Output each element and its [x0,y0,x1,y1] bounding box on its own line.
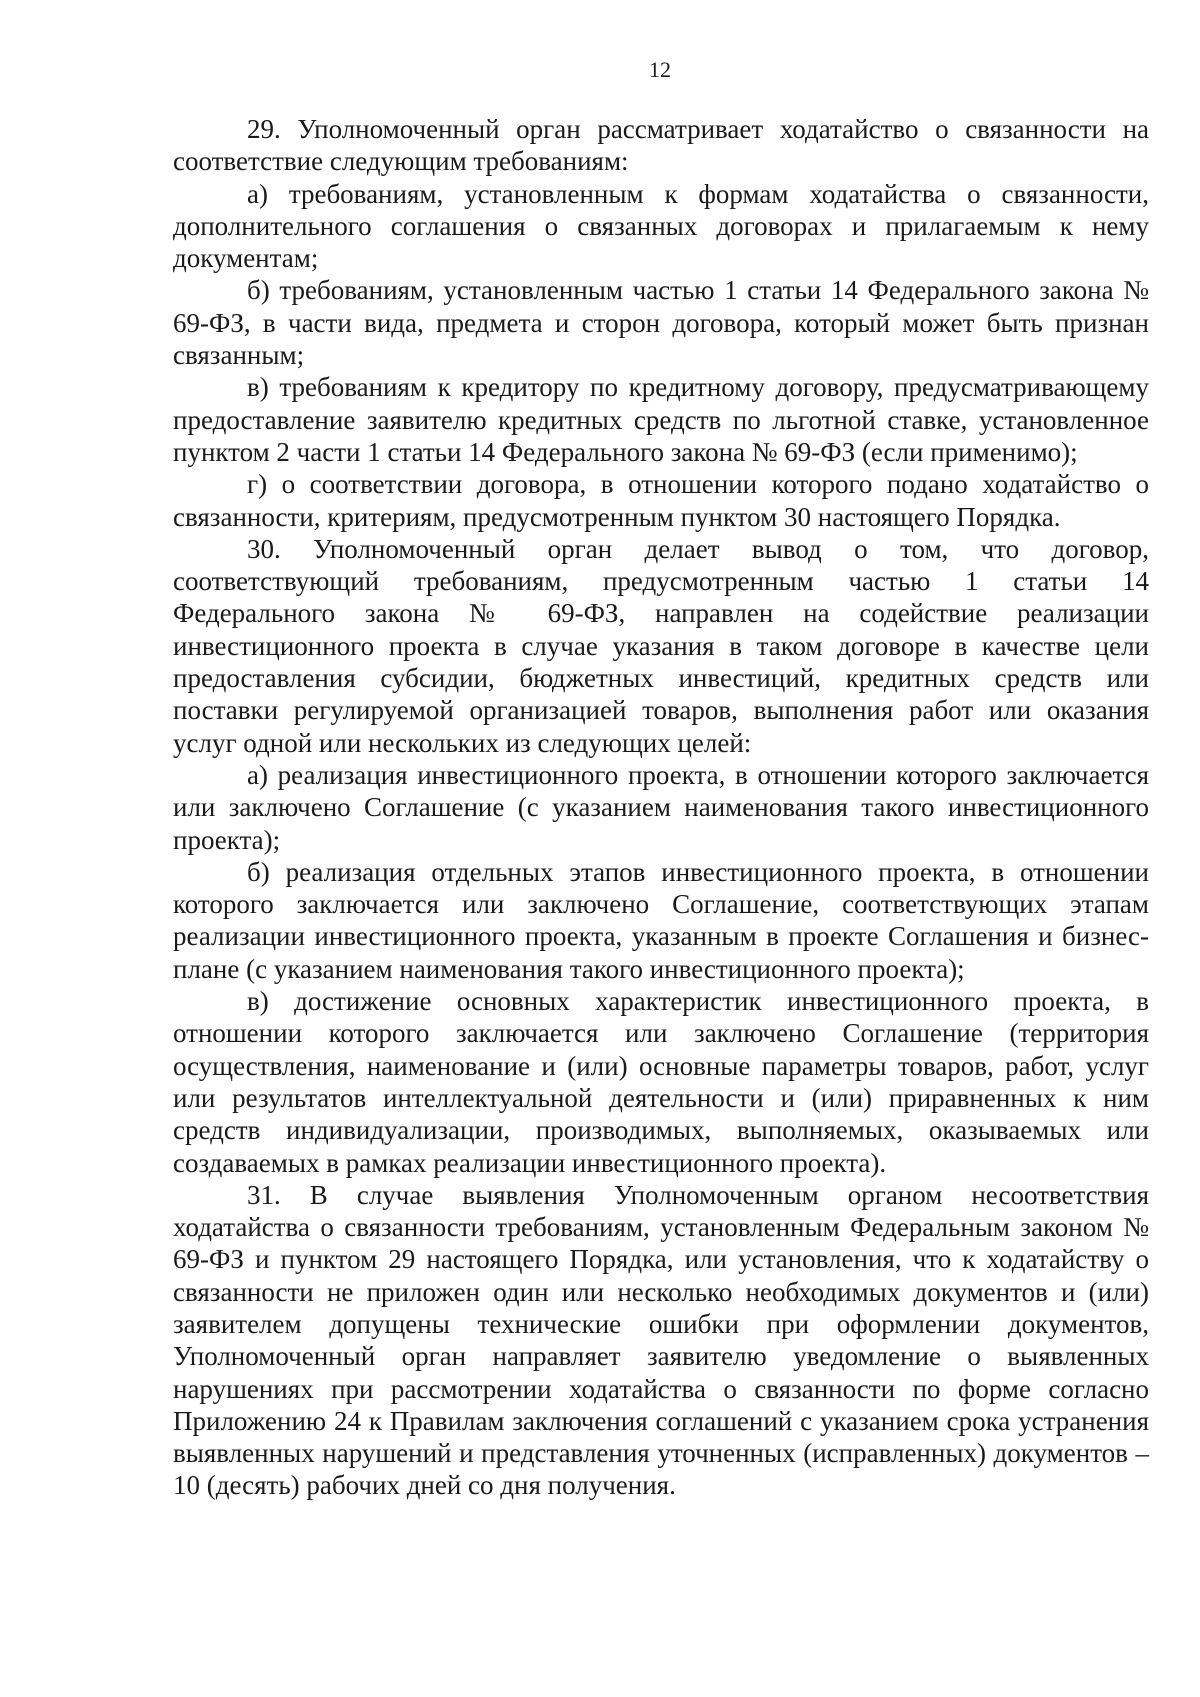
paragraph-31: 31. В случае выявления Уполномоченным органом несоответствия ходатайства о связанности требованиям, установленным Федеральным законом № 69-ФЗ и пунктом 29 настоящего Порядка, или установления, что к ходатайству о связанности не приложен один или несколько необходимых документов и (или) заявителем допущены технические ошибки при оформлении документов, Уполномоченный орган направляет заявителю уведомление о выявленных нарушениях при рассмотрении ходатайства о связанности по форме согласно Приложению 24 к Правилам заключения соглашений с указанием срока устранения выявленных нарушений и представления уточненных (исправленных) документов – 10 (десять) рабочих дней со дня получения. [173,1179,1149,1501]
paragraph-29-g: г) о соответствии договора, в отношении которого подано ходатайство о связанности, критериям, предусмотренным пунктом 30 настоящего Порядка. [173,469,1149,532]
paragraph-29-v: в) требованиям к кредитору по кредитному договору, предусматривающему предоставление заявителю кредитных средств по льготной ставке, установленное пунктом 2 части 1 статьи 14 Федерального закона № 69-ФЗ (если применимо); [173,372,1149,467]
document-body [173,113,1149,1502]
paragraph-30-v: в) достижение основных характеристик инвестиционного проекта, в отношении которого заключается или заключено Соглашение (территория осуществления, наименование и (или) основные параметры товаров, работ, услуг или результатов интеллектуальной деятельности и (или) приравненных к ним средств индивидуализации, производимых, выполняемых, оказываемых или создаваемых в рамках реализации инвестиционного проекта). [173,986,1149,1178]
paragraph-29: 29. Уполномоченный орган рассматривает ходатайство о связанности на соответствие следующим требованиям: [173,114,1149,177]
paragraph-29-a: а) требованиям, установленным к формам ходатайства о связанности, дополнительного соглашения о связанных договорах и прилагаемым к нему документам; [173,178,1149,274]
paragraph-30-a: а) реализация инвестиционного проекта, в отношении которого заключается или заключено Соглашение (с указанием наименования такого инвестиционного проекта); [173,759,1149,855]
paragraph-30-b: б) реализация отдельных этапов инвестиционного проекта, в отношении которого заключается или заключено Соглашение, соответствующих этапам реализации инвестиционного проекта, указанным в проекте Соглашения и бизнес-плане (с указанием наименования такого инвестиционного проекта); [173,856,1149,984]
page-number: 12 [649,57,671,82]
paragraph-30: 30. Уполномоченный орган делает вывод о том, что договор, соответствующий требованиям, предусмотренным частью 1 статьи 14 Федерального закона № 69-ФЗ, направлен на содействие реализации инвестиционного проекта в случае указания в таком договоре в качестве цели предоставления субсидии, бюджетных инвестиций, кредитных средств или поставки регулируемой организацией товаров, выполнения работ или оказания услуг одной или нескольких из следующих целей: [173,533,1149,758]
paragraph-29-b: б) требованиям, установленным частью 1 статьи 14 Федерального закона № 69-ФЗ, в части вида, предмета и сторон договора, который может быть признан связанным; [173,275,1149,371]
